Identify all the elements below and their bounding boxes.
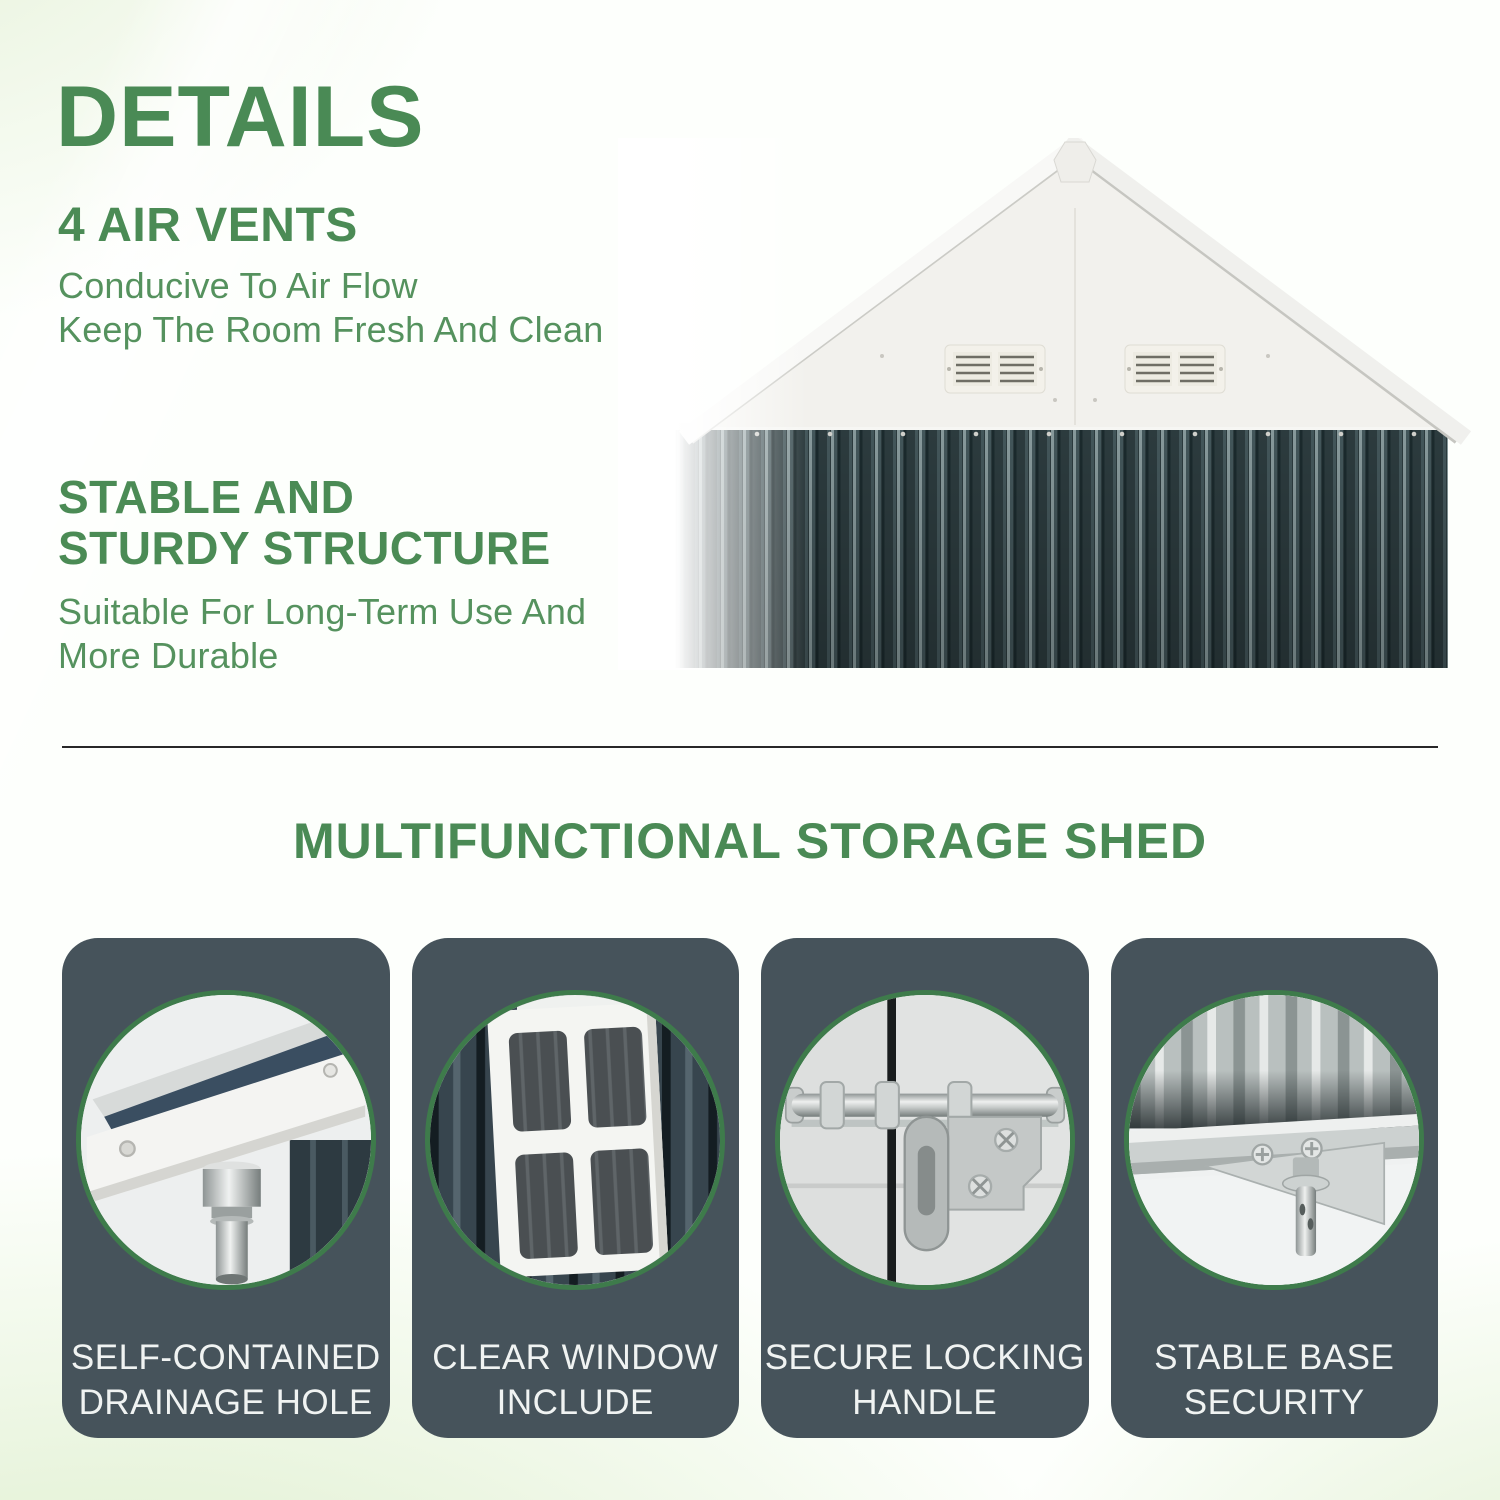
feature-body-line: Suitable For Long-Term Use And (58, 591, 587, 632)
card-label-line: STABLE BASE (1154, 1338, 1395, 1377)
section-divider (62, 746, 1438, 748)
feature-body-line: More Durable (58, 634, 279, 676)
feature-body-line: Keep The Room Fresh And Clean (58, 308, 604, 350)
section-heading: MULTIFUNCTIONAL STORAGE SHED (292, 813, 1208, 869)
card-label (1111, 1336, 1439, 1426)
page-title: DETAILS (56, 69, 425, 165)
card-label-line: DRAINAGE HOLE (78, 1382, 373, 1422)
feature-card-window (412, 938, 740, 1438)
feature-title-line: 4 AIR VENTS (58, 199, 358, 252)
card-label-line: SELF-CONTAINED (70, 1338, 381, 1377)
card-label-line: CLEAR WINDOW (432, 1338, 719, 1377)
feature-body-line: Conducive To Air Flow (58, 265, 418, 306)
feature-title-air-vents (58, 200, 358, 253)
locking-handle-photo (775, 990, 1075, 1290)
stable-base-photo (1124, 990, 1424, 1290)
feature-title-line: STURDY STRUCTURE (58, 521, 551, 574)
feature-card-row (62, 938, 1438, 1438)
feature-card-base (1111, 938, 1439, 1438)
card-label-line: SECURE LOCKING (764, 1338, 1085, 1377)
clear-window-photo (425, 990, 725, 1290)
feature-card-drainage (62, 938, 390, 1438)
card-label (412, 1336, 740, 1426)
drainage-hole-photo (76, 990, 376, 1290)
card-label (62, 1336, 390, 1426)
feature-body-sturdy-structure (58, 590, 586, 678)
card-label-line: INCLUDE (496, 1382, 654, 1422)
feature-body-air-vents (58, 264, 603, 352)
shed-gable-with-air-vents-photo (618, 138, 1500, 670)
feature-title-line: STABLE AND (58, 471, 355, 523)
feature-card-lock (761, 938, 1089, 1438)
card-label-line: SECURITY (1183, 1382, 1365, 1422)
feature-title-sturdy-structure (58, 472, 551, 573)
card-label-line: HANDLE (852, 1382, 998, 1422)
card-label (761, 1336, 1089, 1426)
